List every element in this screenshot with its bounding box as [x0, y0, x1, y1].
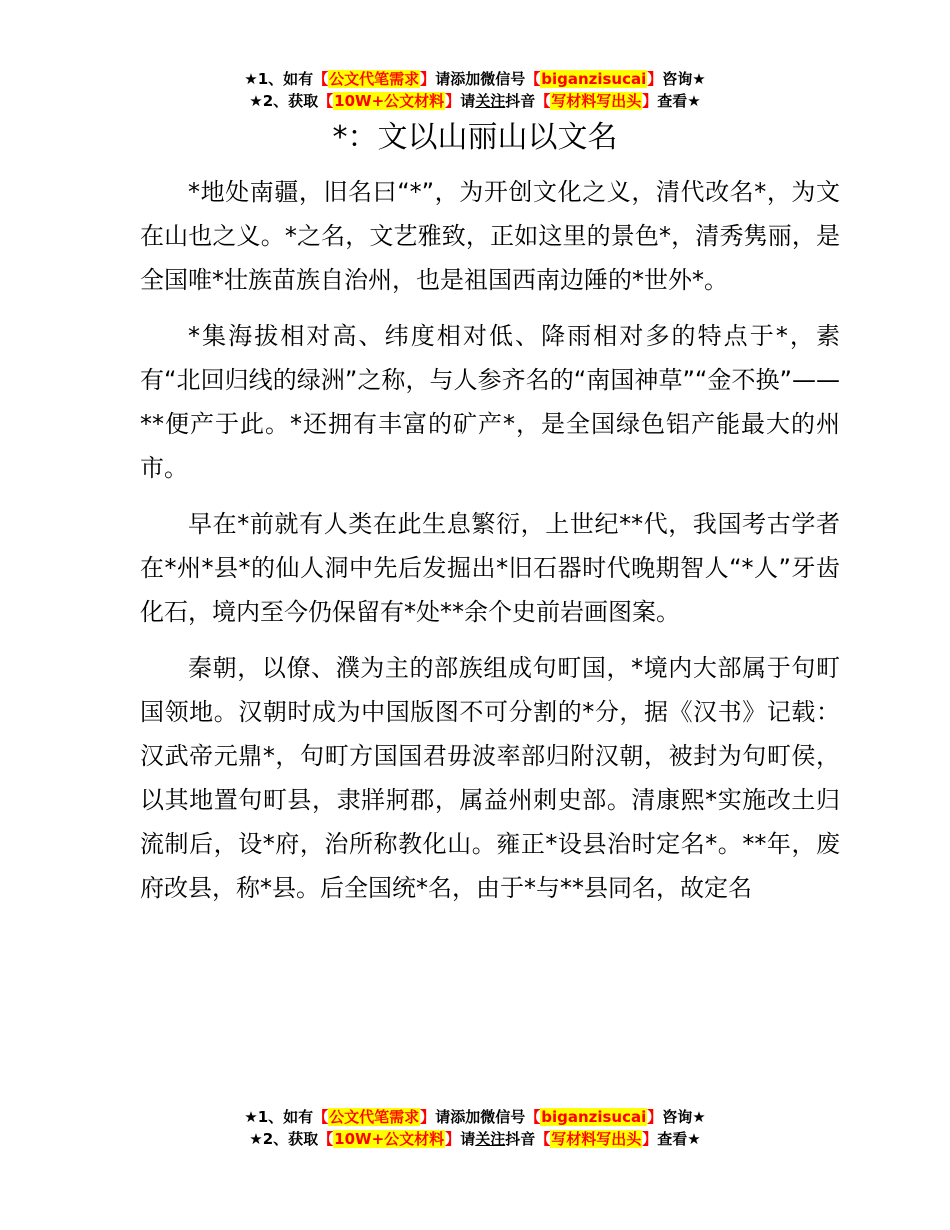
document-title: *：文以山丽山以文名: [332, 120, 618, 155]
document-body: [140, 170, 840, 922]
promo-text: 抖音: [505, 1130, 536, 1148]
highlight-douyin-account: 写材料写出头: [551, 1130, 642, 1148]
bracket: 】: [420, 70, 436, 88]
paragraph-2: *集海拔相对高、纬度相对低、降雨相对多的特点于*，素有“北回归线的绿洲”之称，与人参齐名的“南国神草”“金不换”——**便产于此。*还拥有丰富的矿产*，是全国绿色铝产能最大的州市。: [140, 322, 840, 482]
promo-text: ★2、获取: [249, 1130, 319, 1148]
bracket: 】: [642, 1130, 658, 1148]
promo-text: 请添加微信号: [435, 1108, 526, 1126]
bracket: 】: [445, 92, 461, 110]
paragraph-4: 秦朝，以僚、濮为主的部族组成句町国，*境内大部属于句町国领地。汉朝时成为中国版图不可分割的*分，据《汉书》记载：汉武帝元鼎*，句町方国国君毋波率部归附汉朝，被封为句町侯，以其地置句町县，隶牂牁郡，属益州刺史部。清康熙*实施改土归流制后，设*府，治所称教化山。雍正*设县治时定名*。**年，废府改县，称*县。后全国统*名，由于*与**县同名，故定名: [140, 654, 840, 902]
paragraph-1: *地处南疆，旧名曰“*”，为开创文化之义，清代改名*，为文在山也之义。*之名，文艺雅致，正如这里的景色*，清秀隽丽，是全国唯*壮族苗族自治州，也是祖国西南边陲的*世外*。: [140, 178, 840, 294]
promo-line-2: [0, 1128, 950, 1150]
bracket: 【: [318, 1130, 334, 1148]
bracket: 【: [313, 1108, 329, 1126]
highlight-materials: 10W+公文材料: [334, 92, 445, 110]
highlight-wechat-id: biganzisucai: [541, 70, 647, 88]
promo-text: 请: [460, 92, 476, 110]
promo-text: ★1、如有: [244, 1108, 314, 1126]
promo-text: ★2、获取: [249, 92, 319, 110]
bracket: 【: [535, 92, 551, 110]
bracket: 】: [642, 92, 658, 110]
bracket: 【: [525, 70, 541, 88]
promo-text-underlined: 关注: [475, 92, 506, 110]
promo-text: 咨询★: [662, 1108, 706, 1126]
bracket: 【: [318, 92, 334, 110]
bracket: 【: [525, 1108, 541, 1126]
promo-text: ★1、如有: [244, 70, 314, 88]
header-promo-banner: [0, 68, 950, 112]
bracket: 】: [445, 1130, 461, 1148]
highlight-douyin-account: 写材料写出头: [551, 92, 642, 110]
highlight-wechat-id: biganzisucai: [541, 1108, 647, 1126]
bracket: 】: [647, 1108, 663, 1126]
bracket: 】: [420, 1108, 436, 1126]
promo-line-1: [0, 1106, 950, 1128]
promo-text: 请: [460, 1130, 476, 1148]
highlight-service: 公文代笔需求: [329, 70, 420, 88]
paragraph-3: 早在*前就有人类在此生息繁衍，上世纪**代，我国考古学者在*州*县*的仙人洞中先后发掘出*旧石器时代晚期智人“*人”牙齿化石，境内至今仍保留有*处**余个史前岩画图案。: [140, 510, 840, 626]
bracket: 】: [647, 70, 663, 88]
footer-promo-banner: [0, 1106, 950, 1150]
promo-text-underlined: 关注: [475, 1130, 506, 1148]
promo-line-2: [0, 90, 950, 112]
highlight-materials: 10W+公文材料: [334, 1130, 445, 1148]
bracket: 【: [313, 70, 329, 88]
bracket: 【: [535, 1130, 551, 1148]
promo-text: 请添加微信号: [435, 70, 526, 88]
promo-text: 咨询★: [662, 70, 706, 88]
promo-text: 抖音: [505, 92, 536, 110]
highlight-service: 公文代笔需求: [329, 1108, 420, 1126]
promo-text: 查看★: [657, 92, 701, 110]
promo-text: 查看★: [657, 1130, 701, 1148]
promo-line-1: [0, 68, 950, 90]
